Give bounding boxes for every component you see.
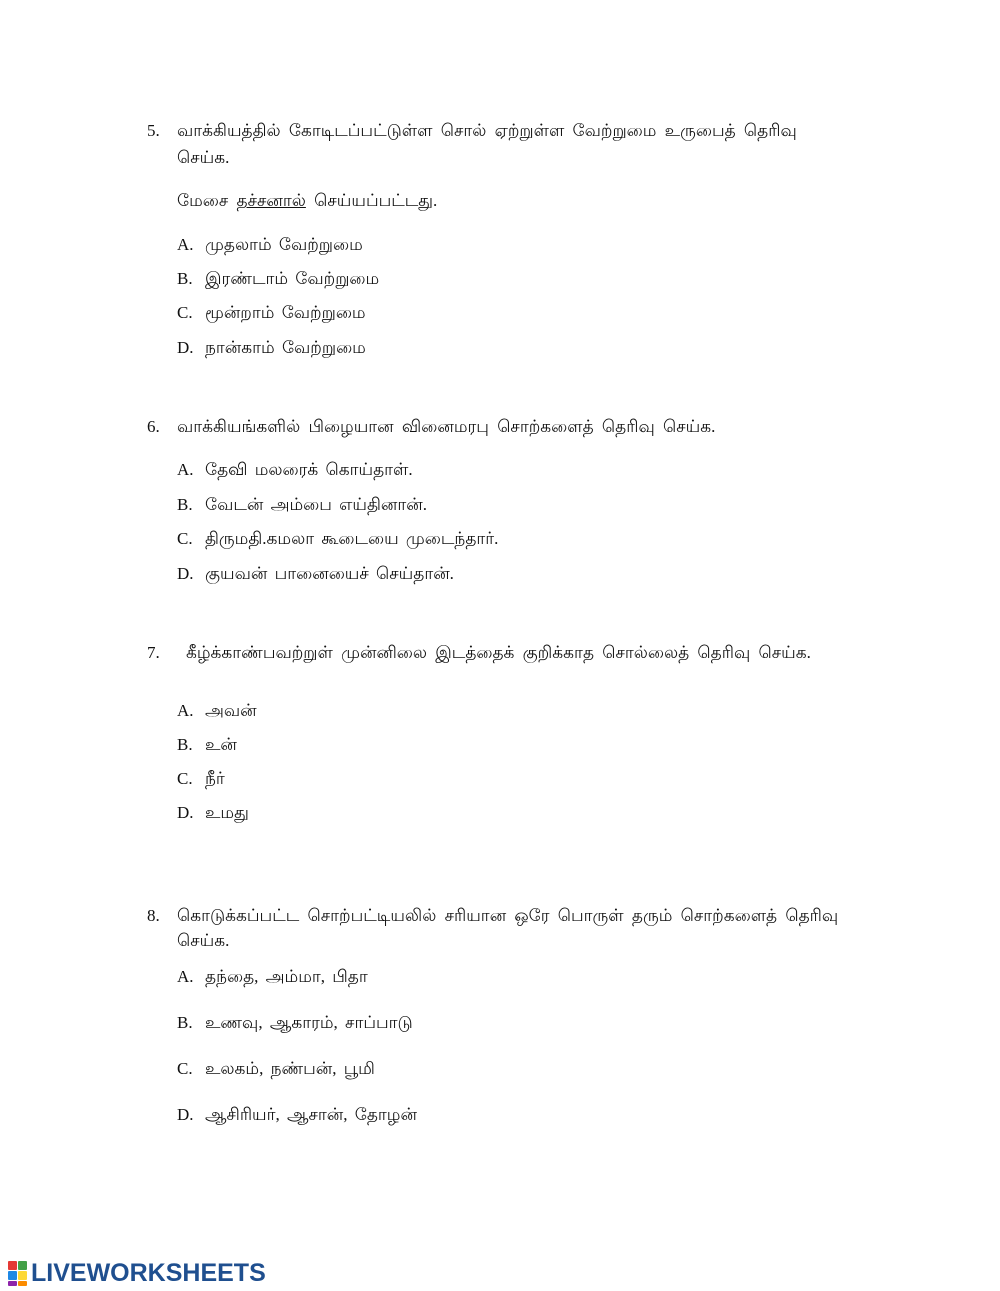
option-c[interactable] xyxy=(177,301,366,325)
example-sentence xyxy=(177,189,437,213)
question-text: கீழ்க்காண்பவற்றுள் முன்னிலை இடத்தைக் குறிக்காத சொல்லைத் தெரிவு செய்க. xyxy=(186,643,811,662)
liveworksheets-logo[interactable] xyxy=(8,1259,266,1287)
option-letter: A. xyxy=(177,460,194,479)
option-text: தந்தை, அம்மா, பிதா xyxy=(205,967,368,986)
question-text: வாக்கியங்களில் பிழையான வினைமரபு சொற்களைத் தெரிவு செய்க. xyxy=(177,417,716,436)
option-c[interactable] xyxy=(177,1057,375,1081)
option-letter: D. xyxy=(177,803,194,822)
option-letter: B. xyxy=(177,735,193,754)
logo-block-icon xyxy=(8,1271,17,1280)
logo-text: LIVEWORKSHEETS xyxy=(31,1258,266,1287)
option-letter: C. xyxy=(177,303,193,322)
option-d[interactable] xyxy=(177,1103,417,1127)
option-text: குயவன் பானையைச் செய்தான். xyxy=(205,564,454,583)
question-text-continued: செய்க. xyxy=(177,148,230,167)
question-number: 8. xyxy=(147,906,160,925)
option-text: ஆசிரியர், ஆசான், தோழன் xyxy=(205,1105,417,1124)
question-text-continued: செய்க. xyxy=(177,931,230,950)
option-text: உமது xyxy=(205,803,249,822)
option-a[interactable] xyxy=(177,233,363,257)
option-text: முதலாம் வேற்றுமை xyxy=(205,235,363,254)
option-letter: C. xyxy=(177,1059,193,1078)
option-d[interactable] xyxy=(177,562,454,586)
option-c[interactable] xyxy=(177,527,498,551)
option-d[interactable] xyxy=(177,336,366,360)
option-b[interactable] xyxy=(177,733,237,757)
logo-block-icon xyxy=(18,1281,27,1286)
option-text: நான்காம் வேற்றுமை xyxy=(205,338,366,357)
option-b[interactable] xyxy=(177,1011,413,1035)
option-text: மூன்றாம் வேற்றுமை xyxy=(205,303,366,322)
logo-block-icon xyxy=(18,1271,27,1280)
option-text: உன் xyxy=(205,735,237,754)
option-letter: A. xyxy=(177,701,194,720)
option-letter: D. xyxy=(177,338,194,357)
option-b[interactable] xyxy=(177,267,379,291)
option-letter: D. xyxy=(177,564,194,583)
logo-block-icon xyxy=(8,1281,17,1286)
sentence-start: மேசை xyxy=(177,191,237,210)
underlined-word: தச்சனால் xyxy=(236,191,306,210)
option-text: திருமதி.கமலா கூடையை முடைந்தார். xyxy=(205,529,499,548)
option-a[interactable] xyxy=(177,965,368,989)
option-letter: A. xyxy=(177,967,194,986)
logo-block-icon xyxy=(8,1261,17,1270)
question-number: 6. xyxy=(147,417,160,436)
option-b[interactable] xyxy=(177,493,427,517)
option-text: இரண்டாம் வேற்றுமை xyxy=(205,269,380,288)
liveworksheets-logo-icon xyxy=(8,1261,27,1286)
logo-block-icon xyxy=(18,1261,27,1270)
option-a[interactable] xyxy=(177,699,257,723)
option-text: உணவு, ஆகாரம், சாப்பாடு xyxy=(205,1013,413,1032)
option-letter: B. xyxy=(177,1013,193,1032)
option-text: தேவி மலரைக் கொய்தாள். xyxy=(205,460,413,479)
question-text: வாக்கியத்தில் கோடிடப்பட்டுள்ள சொல் ஏற்றுள்ள வேற்றுமை உருபைத் தெரிவு xyxy=(177,121,797,140)
option-letter: C. xyxy=(177,529,193,548)
option-letter: B. xyxy=(177,495,193,514)
option-a[interactable] xyxy=(177,458,413,482)
question-text: கொடுக்கப்பட்ட சொற்பட்டியலில் சரியான ஒரே பொருள் தரும் சொற்களைத் தெரிவு xyxy=(177,906,839,925)
sentence-end: செய்யப்பட்டது. xyxy=(305,191,438,210)
option-c[interactable] xyxy=(177,767,225,791)
option-text: அவன் xyxy=(205,701,257,720)
question-number: 5. xyxy=(147,121,160,140)
option-text: நீர் xyxy=(205,769,225,788)
option-text: வேடன் அம்பை எய்தினான். xyxy=(205,495,428,514)
option-text: உலகம், நண்பன், பூமி xyxy=(205,1059,375,1078)
option-d[interactable] xyxy=(177,801,249,825)
option-letter: D. xyxy=(177,1105,194,1124)
option-letter: C. xyxy=(177,769,193,788)
option-letter: B. xyxy=(177,269,193,288)
option-letter: A. xyxy=(177,235,194,254)
question-number: 7. xyxy=(147,643,160,662)
